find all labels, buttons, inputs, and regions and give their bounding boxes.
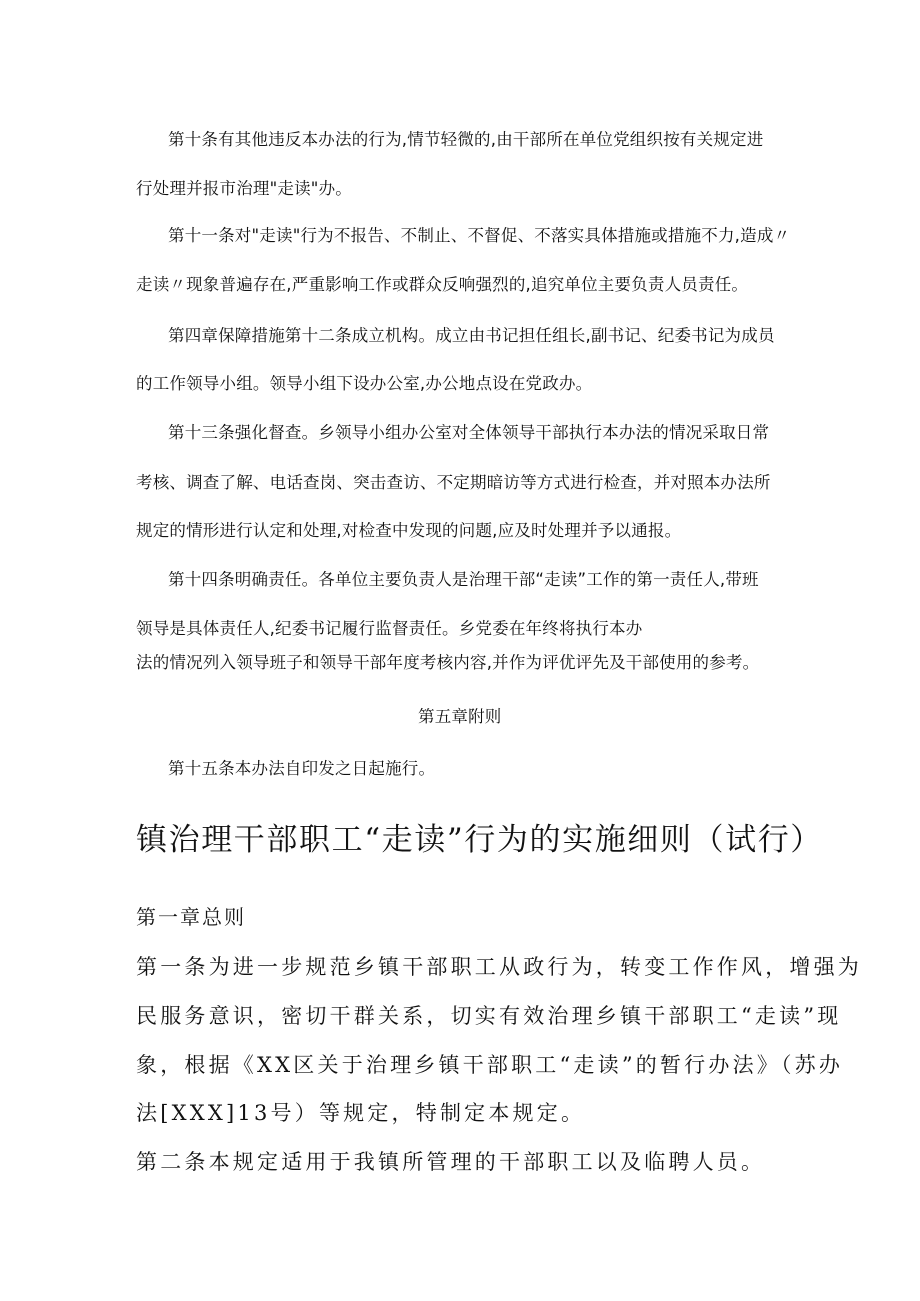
paragraph-line: 第一条为进一步规范乡镇干部职工从政行为，转变工作作风，增强为 [136, 955, 862, 979]
paragraph-line: 走读〃现象普遍存在,严重影响工作或群众反响强烈的,追究单位主要负责人员责任。 [136, 275, 749, 294]
chapter-heading: 第一章总则 [136, 905, 246, 929]
paragraph-line: 法[XXX]13号）等规定，特制定本规定。 [136, 1101, 586, 1125]
paragraph-line: 的工作领导小组。领导小组下设办公室,办公地点设在党政办。 [136, 374, 593, 393]
paragraph-line: 第十一条对"走读"行为不报告、不制止、不督促、不落实具体措施或措施不力,造成〃 [168, 226, 791, 245]
paragraph-line: 规定的情形进行认定和处理,对检查中发现的问题,应及时处理并予以通报。 [136, 521, 682, 540]
document-title: 镇治理干部职工“走读”行为的实施细则（试行） [136, 822, 823, 858]
chapter-heading: 第五章附则 [418, 707, 502, 726]
paragraph-line: 第十三条强化督查。乡领导小组办公室对全体领导干部执行本办法的情况采取日常 [168, 423, 770, 442]
paragraph-line: 民服务意识，密切干群关系，切实有效治理乡镇干部职工“走读”现 [136, 1004, 842, 1028]
paragraph-line: 行处理并报市治理"走读"办。 [136, 179, 352, 198]
paragraph-line: 第十五条本办法自印发之日起施行。 [168, 759, 436, 778]
paragraph-line: 第十条有其他违反本办法的行为,情节轻微的,由干部所在单位党组织按有关规定进 [168, 130, 764, 149]
paragraph-line: 象，根据《XX区关于治理乡镇干部职工“走读”的暂行办法》（苏办 [136, 1053, 844, 1077]
paragraph-line: 领导是具体责任人,纪委书记履行监督责任。乡党委在年终将执行本办 [136, 619, 643, 638]
paragraph-line: 考核、调查了解、电话查岗、突击查访、不定期暗访等方式进行检查，并对照本办法所 [136, 473, 771, 492]
paragraph-line: 第二条本规定适用于我镇所管理的干部职工以及临聘人员。 [136, 1150, 766, 1174]
paragraph-line: 法的情况列入领导班子和领导干部年度考核内容,并作为评优评先及干部使用的参考。 [136, 653, 760, 672]
paragraph-line: 第四章保障措施第十二条成立机构。成立由书记担任组长,副书记、纪委书记为成员 [168, 326, 775, 345]
paragraph-line: 第十四条明确责任。各单位主要负责人是治理干部“走读”工作的第一责任人,带班 [168, 570, 759, 589]
